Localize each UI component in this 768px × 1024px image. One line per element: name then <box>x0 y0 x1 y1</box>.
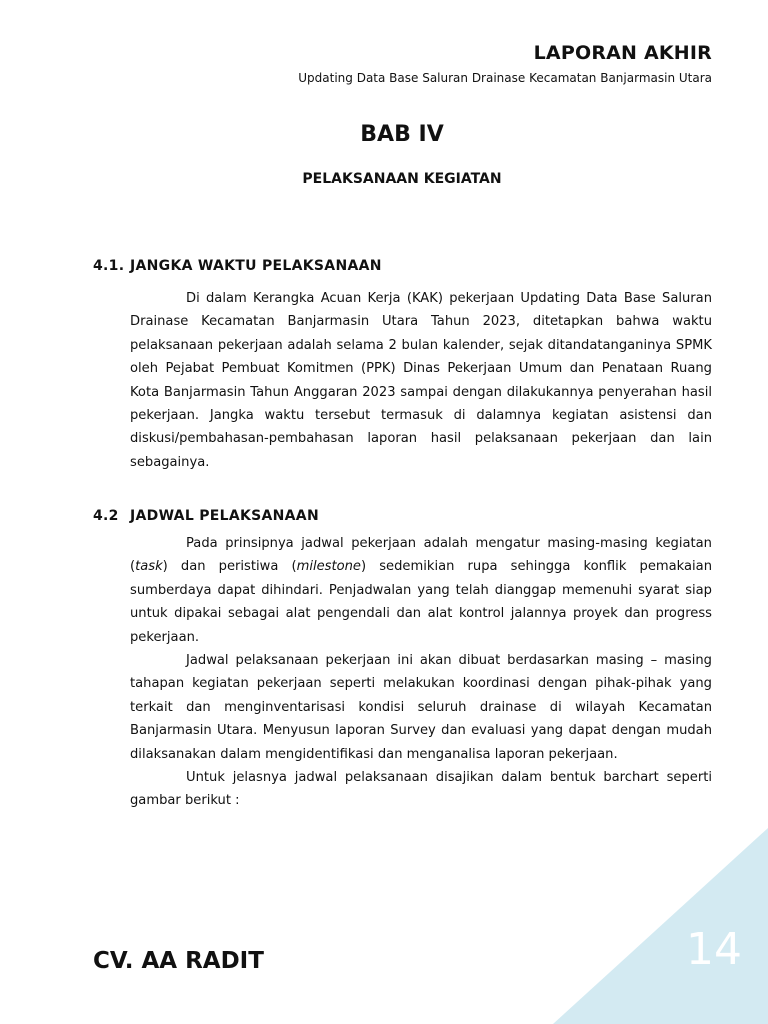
section-body-4-2 <box>130 532 712 813</box>
chapter-title: BAB IV <box>360 122 444 147</box>
section-heading-4-1 <box>93 258 382 274</box>
section-number: 4.1. <box>93 258 125 274</box>
section-heading-4-2 <box>93 508 319 524</box>
italic-term: milestone <box>296 559 361 575</box>
text-run: ) sedemikian rupa sehingga konflik pemakaian sumberdaya dapat dihindari. Penjadwalan yang telah dianggap memenuhi syarat siap untuk dipakai sebagai alat pengendali dan alat kontrol jalannya proyek dan progress pekerjaan. <box>130 559 712 645</box>
italic-term: task <box>135 559 163 575</box>
text-run: ) dan peristiwa ( <box>162 559 297 575</box>
footer-company: CV. AA RADIT <box>93 948 264 974</box>
header-title: LAPORAN AKHIR <box>533 42 712 64</box>
chapter-subtitle: PELAKSANAAN KEGIATAN <box>302 171 502 187</box>
paragraph: Jadwal pelaksanaan pekerjaan ini akan dibuat berdasarkan masing – masing tahapan kegiatan pekerjaan seperti melakukan koordinasi dengan pihak-pihak yang terkait dan menginventarisasi kondisi seluruh drainase di wilayah Kecamatan Banjarmasin Utara. Menyusun laporan Survey dan evaluasi yang dapat dengan mudah dilaksanakan dalam mengidentifikasi dan menganalisa laporan pekerjaan. <box>130 653 712 762</box>
section-title: JADWAL PELAKSANAAN <box>130 508 319 524</box>
page-number: 14 <box>686 924 742 975</box>
text-run: Pada prinsipnya jadwal pekerjaan adalah mengatur masing-masing kegiatan ( <box>130 536 712 575</box>
section-title: JANGKA WAKTU PELAKSANAAN <box>130 258 382 274</box>
section-body-4-1 <box>130 287 712 474</box>
paragraph: Di dalam Kerangka Acuan Kerja (KAK) pekerjaan Updating Data Base Saluran Drainase Kecamatan Banjarmasin Utara Tahun 2023, ditetapkan bahwa waktu pelaksanaan pekerjaan adalah selama 2 bulan kalender, sejak ditandatanganinya SPMK oleh Pejabat Pembuat Komitmen (PPK) Dinas Pekerjaan Umum dan Penataan Ruang Kota Banjarmasin Tahun Anggaran 2023 sampai dengan dilakukannya penyerahan hasil pekerjaan. Jangka waktu tersebut termasuk di dalamnya kegiatan asistensi dan diskusi/pembahasan-pembahasan laporan hasil pelaksanaan pekerjaan dan lain sebagainya. <box>130 291 712 470</box>
paragraph <box>130 532 712 649</box>
paragraph: Untuk jelasnya jadwal pelaksanaan disajikan dalam bentuk barchart seperti gambar berikut : <box>130 770 712 809</box>
section-number: 4.2 <box>93 508 119 524</box>
header-subtitle: Updating Data Base Saluran Drainase Kecamatan Banjarmasin Utara <box>298 71 712 85</box>
